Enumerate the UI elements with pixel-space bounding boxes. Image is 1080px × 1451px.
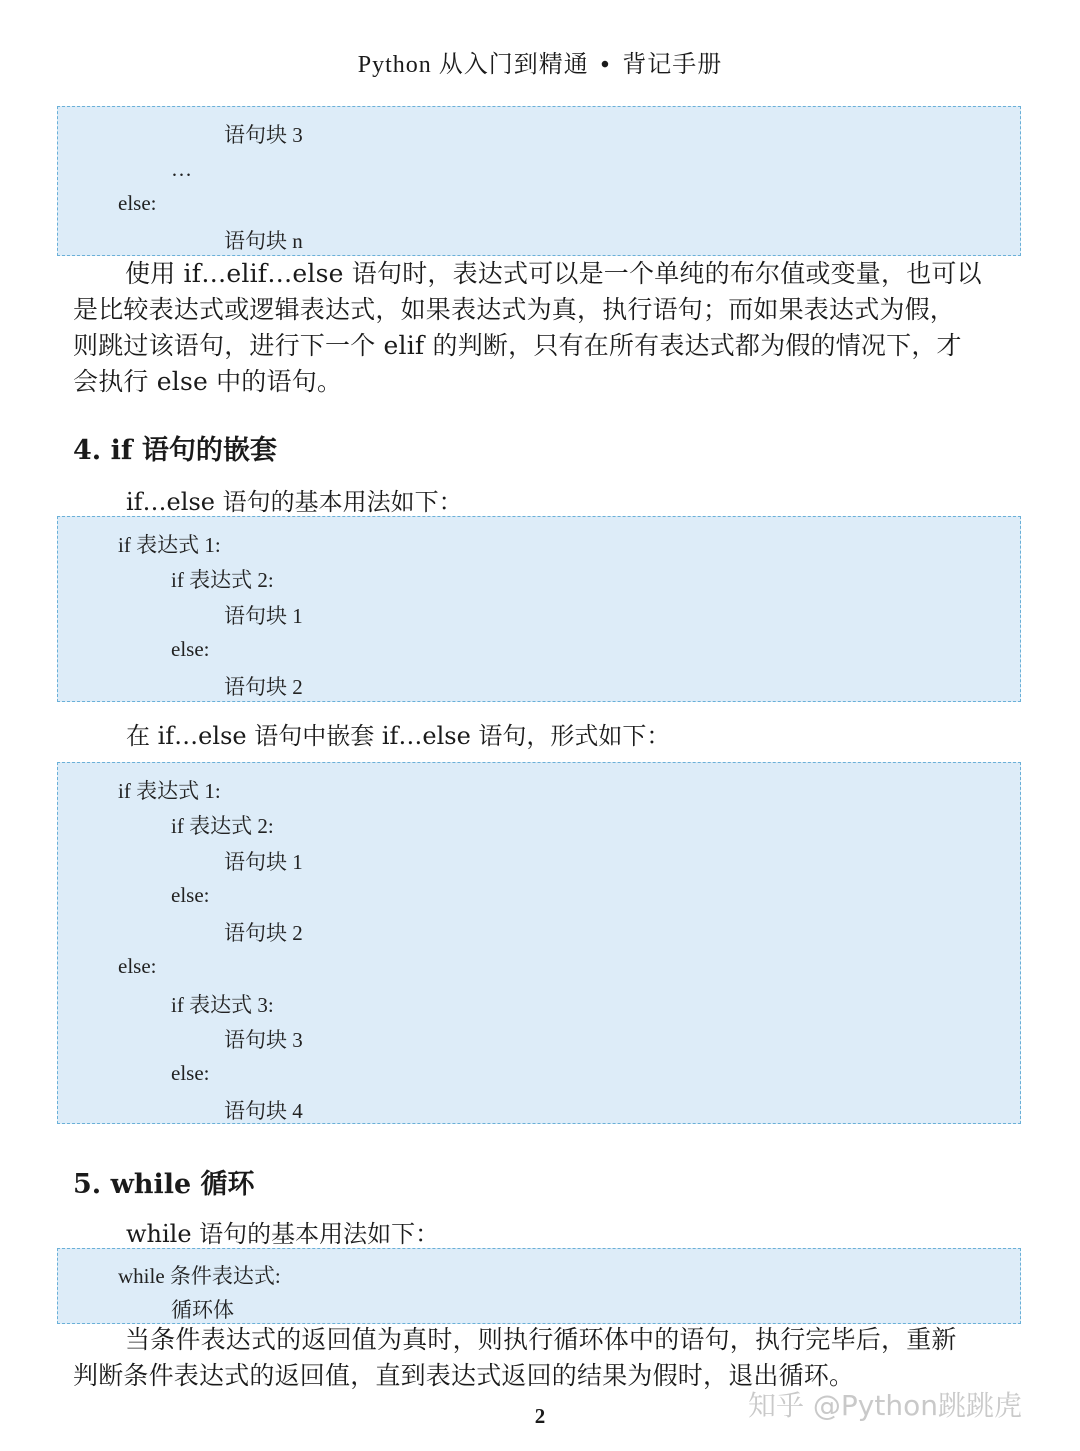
code-line: 语句块 2 [224, 921, 303, 945]
code-line: while 条件表达式: [118, 1264, 281, 1288]
code-line: 循环体 [171, 1298, 234, 1322]
paragraph-line: 是比较表达式或逻辑表达式，如果表达式为真，执行语句；而如果表达式为假， [73, 295, 956, 324]
code-line: else: [118, 954, 157, 978]
page-number: 2 [534, 1404, 546, 1428]
code-line: 语句块 3 [224, 1028, 303, 1052]
paragraph-line: 会执行 else 中的语句。 [73, 367, 343, 396]
section-4-intro-1: if…else 语句的基本用法如下： [126, 488, 463, 516]
book-subtitle: 背记手册 [622, 52, 723, 78]
code-block-4 [57, 1248, 1021, 1324]
code-line: 语句块 2 [224, 675, 303, 699]
section-4-intro-2: 在 if…else 语句中嵌套 if…else 语句，形式如下： [126, 722, 671, 750]
code-line: 语句块 3 [224, 123, 303, 147]
code-line: if 表达式 3: [171, 993, 274, 1017]
section-heading-5: 5. while 循环 [73, 1169, 255, 1200]
code-line: 语句块 1 [224, 604, 303, 628]
code-line: if 表达式 1: [118, 533, 221, 557]
code-line: else: [171, 883, 210, 907]
code-line: if 表达式 1: [118, 779, 221, 803]
section-heading-4: 4. if 语句的嵌套 [73, 435, 277, 466]
code-block-1 [57, 106, 1021, 256]
paragraph-line: 则跳过该语句，进行下一个 elif 的判断，只有在所有表达式都为假的情况下，才 [73, 331, 962, 360]
code-line: else: [171, 637, 210, 661]
code-line: 语句块 n [224, 229, 303, 253]
code-line: if 表达式 2: [171, 568, 274, 592]
book-title: Python 从入门到精通 [357, 52, 589, 78]
code-line: … [171, 157, 192, 181]
paragraph-line: 当条件表达式的返回值为真时，则执行循环体中的语句，执行完毕后，重新 [125, 1325, 957, 1354]
header-bullet: • [600, 52, 611, 78]
paragraph-if-elif-else [73, 256, 1008, 400]
paragraph-line: 使用 if…elif…else 语句时，表达式可以是一个单纯的布尔值或变量，也可以 [125, 259, 982, 288]
code-block-2 [57, 516, 1021, 702]
watermark-text: 知乎 @Python跳跳虎 [748, 1389, 1022, 1422]
code-line: 语句块 4 [224, 1099, 303, 1123]
paragraph-line: 判断条件表达式的返回值，直到表达式返回的结果为假时，退出循环。 [73, 1361, 855, 1390]
code-line: else: [171, 1061, 210, 1085]
code-line: else: [118, 191, 157, 215]
code-line: 语句块 1 [224, 850, 303, 874]
page-header [0, 44, 1080, 79]
code-line: if 表达式 2: [171, 814, 274, 838]
code-block-3 [57, 762, 1021, 1124]
section-5-intro: while 语句的基本用法如下： [126, 1220, 440, 1248]
